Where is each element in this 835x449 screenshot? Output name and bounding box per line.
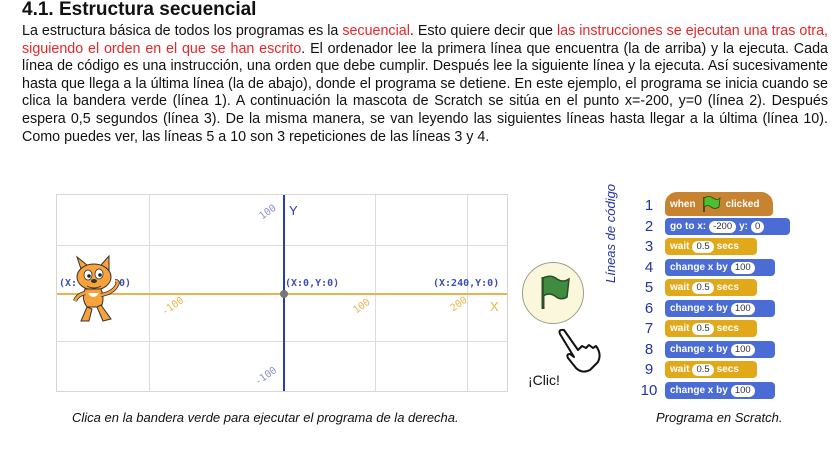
change-value-slot[interactable]: 100 bbox=[731, 303, 755, 315]
coord-right: (X:240,Y:0) bbox=[433, 278, 500, 289]
text-run: . El ordenador lee la primera línea que encuentra (la de arriba) y la ejecuta. Cada línea de código es una instrucción, una orden que debe cumplir. Después lee la siguiente línea y la ejecuta. Así sucesivamente hasta que llega a la última línea (la de abajo), donde el programa se detiene. En este ejemplo, el programa se inicia cuando se clica la bandera verde (línea 1). A continuación la mascota de Scratch se sitúa en el punto x=-200, y=0 (línea 2). Después espera 0,5 segundos (línea 3). De la misma manera, se van leyendo las siguientes líneas hasta llegar a la última (línea 10). Como puedes ver, las líneas 5 a 10 son 3 repeticiones de las líneas 3 y 4. bbox=[22, 40, 828, 145]
wait-value-slot[interactable]: 0.5 bbox=[692, 241, 713, 253]
when-flag-clicked-block[interactable] bbox=[665, 192, 773, 216]
y-axis-label: Y bbox=[289, 203, 298, 218]
tick-x-minus-100: -100 bbox=[160, 295, 187, 318]
caption-program: Programa en Scratch. bbox=[656, 410, 783, 425]
line-number: 5 bbox=[644, 279, 654, 296]
line-number: 8 bbox=[644, 341, 654, 358]
block-label: change x by bbox=[670, 262, 728, 273]
wait-value-slot[interactable]: 0.5 bbox=[692, 323, 713, 335]
green-flag-button[interactable] bbox=[522, 262, 584, 324]
wait-block[interactable] bbox=[665, 279, 757, 296]
block-label: change x by bbox=[670, 344, 728, 355]
text-run: La estructura básica de todos los programas es la bbox=[22, 23, 343, 39]
line-number: 6 bbox=[644, 300, 654, 317]
block-label: change x by bbox=[670, 303, 728, 314]
block-label: wait bbox=[670, 282, 690, 293]
block-label: y: bbox=[739, 221, 749, 232]
change-value-slot[interactable]: 100 bbox=[731, 262, 755, 274]
line-number: 10 bbox=[640, 382, 658, 399]
wait-block[interactable] bbox=[665, 238, 757, 255]
wait-block[interactable] bbox=[665, 361, 757, 378]
click-label: ¡Clic! bbox=[528, 372, 560, 388]
block-label: go to x: bbox=[670, 221, 707, 232]
line-number: 1 bbox=[644, 197, 654, 214]
tick-x-200: 200 bbox=[448, 294, 470, 315]
wait-value-slot[interactable]: 0.5 bbox=[692, 364, 713, 376]
coord-origin: (X:0,Y:0) bbox=[285, 278, 340, 289]
line-number: 3 bbox=[644, 238, 654, 255]
block-label: secs bbox=[716, 323, 739, 334]
change-x-block[interactable] bbox=[665, 341, 775, 358]
pointing-hand-icon bbox=[556, 324, 604, 374]
highlight-secuencial: secuencial bbox=[342, 23, 410, 39]
y-value-slot[interactable]: 0 bbox=[751, 221, 764, 233]
coord-left-end: :0) bbox=[113, 278, 132, 289]
tick-y-minus-100: -100 bbox=[253, 365, 280, 388]
block-label: secs bbox=[716, 241, 739, 252]
grid-line bbox=[57, 245, 507, 246]
green-flag-icon bbox=[700, 195, 722, 213]
change-x-block[interactable] bbox=[665, 382, 775, 399]
go-to-xy-block[interactable] bbox=[665, 218, 790, 235]
line-number: 7 bbox=[644, 320, 654, 337]
line-number: 9 bbox=[644, 361, 654, 378]
change-value-slot[interactable]: 100 bbox=[731, 385, 755, 397]
x-axis-label: X bbox=[490, 299, 499, 314]
coord-left-start: (X: bbox=[59, 278, 78, 289]
code-lines-label: Líneas de código bbox=[603, 183, 618, 283]
wait-value-slot[interactable]: 0.5 bbox=[692, 282, 713, 294]
intro-paragraph bbox=[22, 23, 828, 146]
tick-y-100: 100 bbox=[257, 202, 279, 223]
green-flag-icon bbox=[523, 263, 583, 323]
tick-x-100: 100 bbox=[351, 296, 373, 317]
change-x-block[interactable] bbox=[665, 300, 775, 317]
block-label: secs bbox=[716, 282, 739, 293]
caption-stage: Clica en la bandera verde para ejecutar el programa de la derecha. bbox=[72, 410, 459, 425]
block-label: wait bbox=[670, 364, 690, 375]
block-label: clicked bbox=[725, 198, 760, 210]
block-label: secs bbox=[716, 364, 739, 375]
section-title: 4.1. Estructura secuencial bbox=[22, 0, 257, 20]
scratch-cat-sprite bbox=[67, 255, 123, 327]
scratch-stage bbox=[56, 194, 508, 392]
block-label: wait bbox=[670, 241, 690, 252]
text-run: . Esto quiere decir que bbox=[409, 23, 557, 39]
change-value-slot[interactable]: 100 bbox=[731, 344, 755, 356]
grid-line bbox=[57, 341, 507, 342]
block-label: when bbox=[670, 198, 696, 210]
origin-point bbox=[280, 290, 288, 298]
block-label: change x by bbox=[670, 385, 728, 396]
highlight-instrucciones: las instrucciones se ejecutan una tras otra, siguiendo el orden en el que se han escrito bbox=[22, 23, 828, 57]
wait-block[interactable] bbox=[665, 320, 757, 337]
line-number: 2 bbox=[644, 218, 654, 235]
change-x-block[interactable] bbox=[665, 259, 775, 276]
line-number: 4 bbox=[644, 259, 654, 276]
x-value-slot[interactable]: -200 bbox=[709, 221, 736, 233]
block-label: wait bbox=[670, 323, 690, 334]
